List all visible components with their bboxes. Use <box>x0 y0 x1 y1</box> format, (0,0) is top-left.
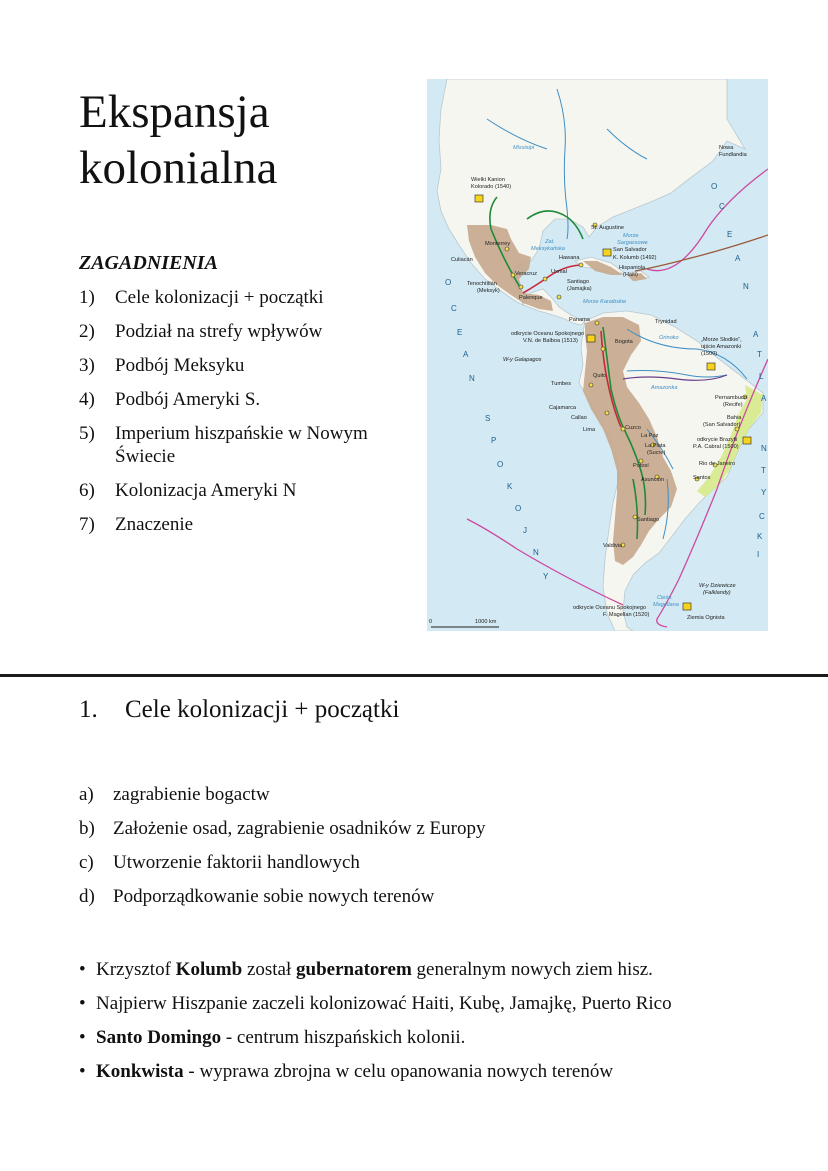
ocean-letter: A <box>753 330 759 339</box>
list-item <box>79 286 409 309</box>
map-label: Hispaniola <box>619 265 646 271</box>
map-label: (Meksyk) <box>477 288 500 294</box>
list-item <box>79 479 409 502</box>
ocean-letter: T <box>757 350 762 359</box>
map-label: Santiago <box>637 517 660 523</box>
city-marker <box>519 285 523 289</box>
map-label: Palenque <box>519 295 543 301</box>
map-label: Asunción <box>641 477 665 483</box>
map-label: Cieśn. <box>657 595 673 601</box>
bullet-mark: • <box>79 1027 86 1048</box>
text-run: generalnym nowych ziem hisz. <box>411 959 653 980</box>
item-text: Kolonizacja Ameryki N <box>115 480 297 501</box>
ocean-letter: C <box>759 512 765 521</box>
item-text <box>96 1026 465 1049</box>
map-label: (Haiti) <box>623 272 638 278</box>
item-text: Znaczenie <box>115 514 194 535</box>
map-label: V.N. de Balboa (1513) <box>523 338 578 344</box>
city-marker <box>505 247 509 251</box>
map-label: Rio de Janeiro <box>699 461 736 467</box>
flag-icon <box>707 363 715 370</box>
ocean-letter: K <box>757 532 763 541</box>
ocean-letter: J <box>523 526 527 535</box>
section-title <box>79 696 399 724</box>
item-number: 4) <box>79 389 95 410</box>
bold-run: Santo Domingo <box>96 1027 222 1048</box>
map-label: P.A. Cabral (1500) <box>693 444 739 450</box>
map-label: Orinoko <box>659 335 679 341</box>
item-text: Podporządkowanie sobie nowych terenów <box>113 886 435 907</box>
bold-run: Kolumb <box>175 959 243 980</box>
city-marker <box>557 295 561 299</box>
bullet-mark: • <box>79 1061 86 1082</box>
flag-icon <box>475 195 483 202</box>
map-label: odkrycie Brazylii <box>697 437 738 443</box>
ocean-letter: A <box>463 350 469 359</box>
ocean-letter: C <box>719 202 725 211</box>
map-label: Culiacán <box>451 257 473 263</box>
map-label: Magellana <box>653 602 679 608</box>
item-number: 6) <box>79 480 95 501</box>
map-label: W-y Dziewicze <box>699 583 736 589</box>
map-label: Tenochtitlán <box>467 281 497 287</box>
map-label: Missisipi <box>513 145 535 151</box>
section-divider <box>0 674 828 677</box>
map-label: 0 <box>429 619 433 625</box>
list-item <box>79 885 485 908</box>
item-text: Podział na strefy wpływów <box>115 321 323 342</box>
map-label: (San Salvador) <box>703 422 741 428</box>
city-marker <box>579 263 583 267</box>
list-item <box>79 783 485 806</box>
item-number: a) <box>79 784 94 805</box>
text-run: został <box>242 959 297 980</box>
map-label: Callao <box>571 415 587 421</box>
map-label: Fundlandia <box>719 152 747 158</box>
title-line-1: Ekspansja <box>79 86 270 138</box>
map-label: Veracruz <box>515 271 538 277</box>
title-line-2: kolonialna <box>79 142 278 194</box>
map-label: Meksykańska <box>531 246 565 252</box>
ocean-letter: O <box>711 182 718 191</box>
list-item <box>79 320 409 343</box>
map-label: (Jamajka) <box>567 286 592 292</box>
list-item <box>79 422 409 468</box>
item-number: 7) <box>79 514 95 535</box>
city-marker <box>605 411 609 415</box>
map-label: Wielki Kanion <box>471 177 505 183</box>
map-label: Bogota <box>615 339 633 345</box>
ocean-letter: S <box>485 414 491 423</box>
item-text: Podbój Ameryki S. <box>115 389 261 410</box>
item-text <box>96 1060 613 1083</box>
item-number: 3) <box>79 355 95 376</box>
ocean-letter: N <box>743 282 749 291</box>
map-label: K. Kolumb (1492) <box>613 255 657 261</box>
map-label: W-y Galapagos <box>503 357 542 363</box>
map-label: Nowa <box>719 145 734 151</box>
map-label: La Paz <box>641 433 659 439</box>
text-run: - wyprawa zbrojna w celu opanowania nowych terenów <box>183 1061 614 1082</box>
map-label: Hawana <box>559 255 580 261</box>
ocean-letter: K <box>507 482 513 491</box>
map-label: Trynidad <box>655 319 677 325</box>
map-label: Tumbes <box>551 381 571 387</box>
ocean-letter: N <box>761 444 767 453</box>
section-title-text: Cele kolonizacji + początki <box>125 696 400 723</box>
item-text: Podbój Meksyku <box>115 355 245 376</box>
list-item <box>79 1060 672 1083</box>
ocean-letter: O <box>497 460 504 469</box>
ocean-letter: N <box>469 374 475 383</box>
text-run: Krzysztof <box>96 959 176 980</box>
ocean-letter: T <box>761 466 766 475</box>
map-label: (Falklandy) <box>703 590 731 596</box>
list-item <box>79 513 409 536</box>
ocean-letter: L <box>759 372 764 381</box>
bold-run: gubernatorem <box>296 959 412 980</box>
map-label: Morze <box>623 233 639 239</box>
map-label: Panama <box>569 317 590 323</box>
map-label: odkrycie Oceanu Spokojnego <box>511 331 585 337</box>
flag-icon <box>587 335 595 342</box>
flag-icon <box>743 437 751 444</box>
map-label: (Recife) <box>723 402 743 408</box>
map-label: La Plata <box>645 443 666 449</box>
map-label: ujście Amazonki <box>701 344 742 350</box>
ocean-letter: P <box>491 436 497 445</box>
map-label: Sargassowe <box>617 240 648 246</box>
list-item <box>79 992 672 1015</box>
flag-icon <box>683 603 691 610</box>
map-label: Amazonka <box>651 385 678 391</box>
ocean-letter: O <box>515 504 522 513</box>
map-label: Zat. <box>545 239 555 245</box>
ocean-letter: Y <box>543 572 549 581</box>
map-label: Bahia <box>727 415 742 421</box>
ocean-letter: Y <box>761 488 767 497</box>
flag-icon <box>603 249 611 256</box>
map-label: Potosí <box>633 463 649 469</box>
map-label: San Salvador <box>613 247 647 253</box>
item-text: Imperium hiszpańskie w Nowym Świecie <box>115 423 368 467</box>
city-marker <box>543 277 547 281</box>
item-number: 5) <box>79 423 95 444</box>
text-run: - centrum hiszpańskich kolonii. <box>221 1027 466 1048</box>
list-item <box>79 817 485 840</box>
map-label: 1000 km <box>475 619 497 625</box>
list-item <box>79 388 409 411</box>
list-item <box>79 354 409 377</box>
map-label: Cajamarca <box>549 405 577 411</box>
americas-colonial-map <box>427 79 768 631</box>
bold-run: Konkwista <box>96 1061 184 1082</box>
map-label: odkrycie Oceanu Spokojnego <box>573 605 647 611</box>
map-label: „Morze Słodkie”, <box>701 337 742 343</box>
city-marker <box>601 347 605 351</box>
list-item <box>79 851 485 874</box>
map-label: Morze Karaibskie <box>583 299 627 305</box>
map-label: F. Magellan (1520) <box>603 612 650 618</box>
item-text: zagrabienie bogactw <box>113 784 270 805</box>
map-label: Quito <box>593 373 607 379</box>
city-marker <box>589 383 593 387</box>
goals-list <box>79 783 485 919</box>
map-label: Monterrey <box>485 241 511 247</box>
list-item <box>79 958 672 981</box>
city-marker <box>595 321 599 325</box>
map-label: Pernambuco <box>715 395 747 401</box>
map-label: Santos <box>693 475 711 481</box>
item-text: Utworzenie faktorii handlowych <box>113 852 360 873</box>
item-text: Cele kolonizacji + początki <box>115 287 324 308</box>
ocean-letter: E <box>727 230 733 239</box>
bullet-mark: • <box>79 959 86 980</box>
item-number: b) <box>79 818 95 839</box>
map-label: Lima <box>583 427 596 433</box>
ocean-letter: A <box>761 394 767 403</box>
item-number: d) <box>79 886 95 907</box>
section-number: 1. <box>79 696 98 723</box>
ocean-letter: O <box>445 278 452 287</box>
map-label: Santiago <box>567 279 590 285</box>
map-label: Ziemia Ognista <box>687 615 725 621</box>
map-label: Kolorado (1540) <box>471 184 512 190</box>
map-label: St. Augustine <box>591 225 624 231</box>
ocean-letter: A <box>735 254 741 263</box>
map-label: Cuzco <box>625 425 641 431</box>
topics-list <box>79 286 409 547</box>
bullet-mark: • <box>79 993 86 1014</box>
page-title <box>79 84 277 196</box>
list-item <box>79 1026 672 1049</box>
item-number: 1) <box>79 287 95 308</box>
item-number: 2) <box>79 321 95 342</box>
ocean-letter: I <box>757 550 760 559</box>
item-text: Najpierw Hiszpanie zaczeli kolonizować Haiti, Kubę, Jamajkę, Puerto Rico <box>96 993 672 1014</box>
item-text <box>96 958 653 981</box>
ocean-letter: N <box>533 548 539 557</box>
ocean-letter: E <box>457 328 463 337</box>
topics-heading: ZAGADNIENIA <box>79 252 218 274</box>
map-label: Valdivia <box>603 543 623 549</box>
item-text: Założenie osad, zagrabienie osadników z Europy <box>113 818 486 839</box>
map-label: (1500) <box>701 351 718 357</box>
map-label: (Sucre) <box>647 450 666 456</box>
facts-list <box>79 958 672 1094</box>
map-label: Uxmal <box>551 269 567 275</box>
item-number: c) <box>79 852 94 873</box>
ocean-letter: C <box>451 304 457 313</box>
